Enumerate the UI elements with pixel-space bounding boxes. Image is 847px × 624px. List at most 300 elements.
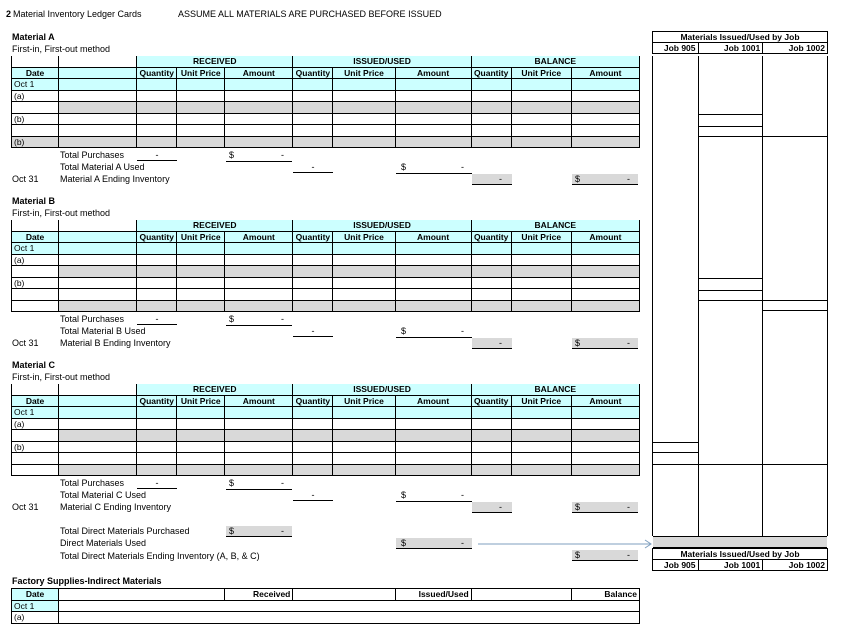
dash-value: -: [461, 326, 464, 336]
entry-cell[interactable]: [293, 407, 333, 419]
entry-cell[interactable]: [511, 430, 571, 442]
entry-cell[interactable]: [137, 113, 177, 125]
entry-cell[interactable]: [511, 441, 571, 453]
entry-cell[interactable]: [333, 430, 395, 442]
entry-cell[interactable]: [333, 90, 395, 102]
ending-amount[interactable]: [572, 338, 638, 349]
entry-cell[interactable]: [471, 289, 511, 301]
entry-cell[interactable]: [293, 418, 333, 430]
date-cell[interactable]: [12, 430, 59, 442]
total-used-amount[interactable]: [396, 490, 472, 502]
entry-cell[interactable]: [395, 300, 471, 312]
date-header: Date: [12, 395, 59, 407]
entry-cell[interactable]: [293, 266, 333, 278]
entry-cell[interactable]: [225, 277, 293, 289]
entry-cell[interactable]: [471, 277, 511, 289]
entry-cell[interactable]: [511, 407, 571, 419]
entry-cell[interactable]: [59, 254, 137, 266]
date-cell[interactable]: [12, 300, 59, 312]
entry-cell[interactable]: [471, 125, 511, 137]
entry-cell[interactable]: [395, 113, 471, 125]
entry-cell[interactable]: [571, 407, 639, 419]
entry-cell[interactable]: [511, 289, 571, 301]
date-cell[interactable]: [12, 289, 59, 301]
unit-price-header: Unit Price: [177, 395, 225, 407]
entry-cell[interactable]: [333, 277, 395, 289]
ending-qty[interactable]: [472, 502, 512, 513]
factory-supplies-table: [11, 588, 640, 624]
entry-cell[interactable]: [177, 125, 225, 137]
entry-cell[interactable]: [177, 79, 225, 91]
entry-cell[interactable]: [225, 430, 293, 442]
entry-cell[interactable]: [137, 266, 177, 278]
entry-cell[interactable]: [395, 266, 471, 278]
entry-cell[interactable]: [571, 79, 639, 91]
ending-date: Oct 31: [12, 338, 39, 348]
factory-supplies-title: Factory Supplies-Indirect Materials: [12, 576, 162, 586]
entry-cell[interactable]: [59, 300, 137, 312]
unit-price-header: Unit Price: [333, 395, 395, 407]
entry-cell[interactable]: [59, 277, 137, 289]
total-purchases-qty[interactable]: -: [137, 478, 177, 489]
entry-cell[interactable]: [59, 113, 137, 125]
quantity-header: Quantity: [293, 67, 333, 79]
job-905-footer: Job 905: [653, 560, 699, 571]
factory-balance-header: Balance: [571, 589, 639, 601]
date-cell[interactable]: (b): [12, 277, 59, 289]
entry-cell[interactable]: [137, 453, 177, 465]
entry-cell[interactable]: [293, 79, 333, 91]
entry-cell[interactable]: [571, 300, 639, 312]
entry-cell[interactable]: [225, 289, 293, 301]
entry-cell[interactable]: [225, 441, 293, 453]
entry-cell[interactable]: [137, 136, 177, 148]
factory-issued-header: Issued/Used: [395, 589, 471, 601]
entry-cell[interactable]: [571, 266, 639, 278]
entry-cell[interactable]: [225, 136, 293, 148]
date-cell[interactable]: Oct 1: [12, 79, 59, 91]
entry-cell[interactable]: [571, 254, 639, 266]
entry-cell[interactable]: [511, 464, 571, 476]
total-purchases-amount[interactable]: [226, 314, 292, 326]
total-purchases-amount[interactable]: [226, 150, 292, 162]
entry-cell[interactable]: [225, 418, 293, 430]
ending-date: Oct 31: [12, 502, 39, 512]
date-cell[interactable]: (a): [12, 90, 59, 102]
entry-cell[interactable]: [571, 430, 639, 442]
entry-cell[interactable]: [225, 407, 293, 419]
unit-price-header: Unit Price: [511, 67, 571, 79]
entry-cell[interactable]: [395, 407, 471, 419]
entry-cell[interactable]: [225, 243, 293, 255]
date-cell[interactable]: [12, 464, 59, 476]
dash-value: -: [627, 502, 630, 512]
amount-header: Amount: [571, 395, 639, 407]
entry-cell[interactable]: [511, 254, 571, 266]
entry-cell[interactable]: [177, 418, 225, 430]
entry-cell[interactable]: [137, 102, 177, 114]
entry-cell[interactable]: [293, 113, 333, 125]
entry-cell[interactable]: [471, 300, 511, 312]
ledger-row: [12, 136, 640, 148]
ending-amount[interactable]: [572, 502, 638, 513]
entry-cell[interactable]: [177, 113, 225, 125]
total-purchases-label: Total Purchases: [60, 314, 125, 324]
dash-value: -: [627, 174, 630, 184]
received-group-header: RECEIVED: [137, 56, 293, 67]
balance-group-header: BALANCE: [471, 384, 639, 395]
entry-cell[interactable]: [471, 418, 511, 430]
entry-cell[interactable]: [177, 289, 225, 301]
entry-cell[interactable]: [59, 418, 137, 430]
entry-cell[interactable]: [293, 441, 333, 453]
entry-cell[interactable]: [137, 254, 177, 266]
entry-cell[interactable]: [471, 254, 511, 266]
ledger-row: [12, 407, 640, 419]
entry-cell[interactable]: [177, 430, 225, 442]
amount-header: Amount: [225, 395, 293, 407]
entry-cell[interactable]: [511, 243, 571, 255]
entry-cell[interactable]: [225, 464, 293, 476]
quantity-header: Quantity: [293, 231, 333, 243]
entry-cell[interactable]: [471, 266, 511, 278]
entry-cell[interactable]: [333, 136, 395, 148]
entry-cell[interactable]: [571, 418, 639, 430]
date-cell[interactable]: (b): [12, 136, 59, 148]
amount-header: Amount: [571, 67, 639, 79]
total-purchased-cell[interactable]: [226, 526, 292, 537]
entry-cell[interactable]: [395, 243, 471, 255]
entry-cell[interactable]: [177, 243, 225, 255]
entry-cell[interactable]: [59, 453, 137, 465]
entry-cell[interactable]: [511, 300, 571, 312]
entry-cell[interactable]: [471, 407, 511, 419]
entry-cell[interactable]: [571, 277, 639, 289]
ledger-row: [12, 102, 640, 114]
entry-cell[interactable]: [395, 453, 471, 465]
job-1002-footer: Job 1002: [763, 560, 828, 571]
unit-price-header: Unit Price: [333, 67, 395, 79]
amount-header: Amount: [395, 67, 471, 79]
amount-header: Amount: [225, 231, 293, 243]
factory-date-a[interactable]: (a): [12, 612, 59, 624]
entry-cell[interactable]: [395, 102, 471, 114]
amount-header: Amount: [571, 231, 639, 243]
entry-cell[interactable]: [225, 90, 293, 102]
entry-cell[interactable]: [293, 464, 333, 476]
date-cell[interactable]: (a): [12, 254, 59, 266]
entry-cell[interactable]: [471, 464, 511, 476]
entry-cell[interactable]: [225, 113, 293, 125]
entry-cell[interactable]: [59, 407, 137, 419]
total-used-label: Total Material C Used: [60, 490, 147, 500]
total-used-amount[interactable]: [396, 326, 472, 338]
entry-cell[interactable]: [177, 102, 225, 114]
entry-cell[interactable]: [59, 136, 137, 148]
entry-cell[interactable]: [59, 266, 137, 278]
entry-cell[interactable]: [59, 289, 137, 301]
entry-cell[interactable]: [511, 102, 571, 114]
entry-cell[interactable]: [395, 441, 471, 453]
entry-cell[interactable]: [225, 266, 293, 278]
entry-cell[interactable]: [571, 90, 639, 102]
entry-cell[interactable]: [177, 266, 225, 278]
issued-group-header: ISSUED/USED: [293, 384, 471, 395]
entry-cell[interactable]: [137, 418, 177, 430]
quantity-header: Quantity: [471, 395, 511, 407]
entry-cell[interactable]: [471, 453, 511, 465]
dash-value: -: [461, 538, 464, 548]
entry-cell[interactable]: [571, 453, 639, 465]
dash-value: -: [627, 550, 630, 560]
total-used-label: Total Material B Used: [60, 326, 146, 336]
job-905-header: Job 905: [653, 43, 699, 54]
method-label: First-in, First-out method: [12, 44, 111, 54]
amount-header: Amount: [225, 67, 293, 79]
dash-value: -: [499, 174, 502, 184]
job-1001-footer: Job 1001: [698, 560, 763, 571]
dollar-sign: $: [575, 550, 581, 560]
entry-cell[interactable]: [471, 441, 511, 453]
ending-inventory-label: Material C Ending Inventory: [60, 502, 172, 512]
entry-cell[interactable]: [59, 79, 137, 91]
entry-cell[interactable]: [137, 90, 177, 102]
ledger-row: [12, 453, 640, 465]
entry-cell[interactable]: [471, 430, 511, 442]
entry-cell[interactable]: [293, 102, 333, 114]
entry-cell[interactable]: [471, 102, 511, 114]
total-used-qty[interactable]: -: [293, 490, 333, 501]
entry-cell[interactable]: [293, 90, 333, 102]
entry-cell[interactable]: [177, 407, 225, 419]
factory-received-header: Received: [225, 589, 293, 601]
entry-cell[interactable]: [333, 453, 395, 465]
jobs-table-title-bottom: Materials Issued/Used by Job: [653, 549, 828, 560]
entry-cell[interactable]: [333, 441, 395, 453]
entry-cell[interactable]: [225, 125, 293, 137]
entry-cell[interactable]: [571, 289, 639, 301]
dollar-sign: $: [229, 314, 235, 324]
entry-cell[interactable]: [293, 289, 333, 301]
entry-cell[interactable]: [511, 90, 571, 102]
entry-cell[interactable]: [395, 464, 471, 476]
total-purchases-qty[interactable]: -: [137, 150, 177, 161]
entry-cell[interactable]: [333, 289, 395, 301]
direct-materials-used-cell[interactable]: [396, 538, 472, 549]
entry-cell[interactable]: [137, 300, 177, 312]
material-title: Material B: [12, 196, 56, 206]
ending-amount[interactable]: [572, 174, 638, 185]
assumption-note: ASSUME ALL MATERIALS ARE PURCHASED BEFORE ISSUED: [178, 9, 442, 19]
date-cell[interactable]: [12, 453, 59, 465]
entry-cell[interactable]: [333, 243, 395, 255]
entry-cell[interactable]: [395, 136, 471, 148]
entry-cell[interactable]: [471, 243, 511, 255]
entry-cell[interactable]: [571, 441, 639, 453]
received-group-header: RECEIVED: [137, 384, 293, 395]
entry-cell[interactable]: [333, 113, 395, 125]
entry-cell[interactable]: [225, 300, 293, 312]
total-purchases-qty[interactable]: -: [137, 314, 177, 325]
ledger-row: [12, 266, 640, 278]
entry-cell[interactable]: [571, 113, 639, 125]
entry-cell[interactable]: [511, 113, 571, 125]
ledger-row: [12, 441, 640, 453]
entry-cell[interactable]: [293, 453, 333, 465]
entry-cell[interactable]: [395, 289, 471, 301]
dash-value: -: [499, 338, 502, 348]
entry-cell[interactable]: [177, 453, 225, 465]
entry-cell[interactable]: [571, 243, 639, 255]
entry-cell[interactable]: [511, 277, 571, 289]
entry-cell[interactable]: [59, 430, 137, 442]
entry-cell[interactable]: [177, 136, 225, 148]
ending-qty[interactable]: [472, 338, 512, 349]
date-cell[interactable]: [12, 266, 59, 278]
unit-price-header: Unit Price: [333, 231, 395, 243]
entry-cell[interactable]: [225, 254, 293, 266]
factory-date-oct1[interactable]: Oct 1: [12, 600, 59, 612]
total-used-qty[interactable]: -: [293, 162, 333, 173]
date-cell[interactable]: Oct 1: [12, 407, 59, 419]
dollar-sign: $: [229, 478, 235, 488]
date-cell[interactable]: [12, 102, 59, 114]
ending-qty[interactable]: [472, 174, 512, 185]
ledger-row: [12, 464, 640, 476]
entry-cell[interactable]: [333, 254, 395, 266]
entry-cell[interactable]: [571, 136, 639, 148]
date-cell[interactable]: (b): [12, 441, 59, 453]
entry-cell[interactable]: [137, 441, 177, 453]
entry-cell[interactable]: [225, 79, 293, 91]
entry-cell[interactable]: [225, 102, 293, 114]
entry-cell[interactable]: [59, 464, 137, 476]
date-cell[interactable]: (b): [12, 113, 59, 125]
page-title: Material Inventory Ledger Cards: [13, 9, 142, 19]
entry-cell[interactable]: [471, 136, 511, 148]
quantity-header: Quantity: [471, 67, 511, 79]
date-header: Date: [12, 231, 59, 243]
entry-cell[interactable]: [395, 418, 471, 430]
ending-inventory-label: Material B Ending Inventory: [60, 338, 171, 348]
quantity-header: Quantity: [137, 67, 177, 79]
entry-cell[interactable]: [511, 125, 571, 137]
dollar-sign: $: [229, 526, 235, 536]
entry-cell[interactable]: [471, 79, 511, 91]
dollar-sign: $: [401, 162, 407, 172]
entry-cell[interactable]: [333, 79, 395, 91]
entry-cell[interactable]: [395, 90, 471, 102]
entry-cell[interactable]: [293, 430, 333, 442]
entry-cell[interactable]: [395, 79, 471, 91]
entry-cell[interactable]: [511, 453, 571, 465]
entry-cell[interactable]: [137, 289, 177, 301]
entry-cell[interactable]: [395, 125, 471, 137]
entry-cell[interactable]: [471, 90, 511, 102]
dash-value: -: [461, 490, 464, 500]
entry-cell[interactable]: [293, 243, 333, 255]
entry-cell[interactable]: [177, 441, 225, 453]
entry-cell[interactable]: [137, 125, 177, 137]
entry-cell[interactable]: [571, 125, 639, 137]
entry-cell[interactable]: [59, 102, 137, 114]
entry-cell[interactable]: [137, 79, 177, 91]
entry-cell[interactable]: [177, 277, 225, 289]
entry-cell[interactable]: [333, 300, 395, 312]
entry-cell[interactable]: [177, 464, 225, 476]
total-purchases-amount[interactable]: [226, 478, 292, 490]
entry-cell[interactable]: [333, 102, 395, 114]
balance-group-header: BALANCE: [471, 56, 639, 67]
entry-cell[interactable]: [137, 407, 177, 419]
entry-cell[interactable]: [511, 418, 571, 430]
dash-value: -: [281, 314, 284, 324]
date-cell[interactable]: [12, 125, 59, 137]
entry-cell[interactable]: [177, 254, 225, 266]
entry-cell[interactable]: [59, 243, 137, 255]
ledger-row: [12, 430, 640, 442]
entry-cell[interactable]: [395, 430, 471, 442]
entry-cell[interactable]: [333, 464, 395, 476]
entry-cell[interactable]: [137, 277, 177, 289]
entry-cell[interactable]: [137, 430, 177, 442]
entry-cell[interactable]: [59, 441, 137, 453]
jobs-table-title: Materials Issued/Used by Job: [653, 32, 828, 43]
entry-cell[interactable]: [511, 79, 571, 91]
entry-cell[interactable]: [511, 266, 571, 278]
ending-inventory-total-cell[interactable]: [572, 550, 638, 561]
entry-cell[interactable]: [333, 266, 395, 278]
jobs-column-area[interactable]: [652, 56, 828, 536]
entry-cell[interactable]: [511, 136, 571, 148]
job-1001-header: Job 1001: [698, 43, 763, 54]
entry-cell[interactable]: [59, 90, 137, 102]
entry-cell[interactable]: [177, 300, 225, 312]
entry-cell[interactable]: [225, 453, 293, 465]
total-used-amount[interactable]: [396, 162, 472, 174]
entry-cell[interactable]: [333, 418, 395, 430]
date-cell[interactable]: Oct 1: [12, 243, 59, 255]
entry-cell[interactable]: [177, 90, 225, 102]
entry-cell[interactable]: [395, 277, 471, 289]
date-cell[interactable]: (a): [12, 418, 59, 430]
dash-value: -: [281, 478, 284, 488]
dollar-sign: $: [575, 174, 581, 184]
entry-cell[interactable]: [293, 125, 333, 137]
entry-cell[interactable]: [137, 464, 177, 476]
entry-cell[interactable]: [293, 277, 333, 289]
entry-cell[interactable]: [293, 300, 333, 312]
total-used-qty[interactable]: -: [293, 326, 333, 337]
dollar-sign: $: [575, 502, 581, 512]
method-label: First-in, First-out method: [12, 208, 111, 218]
entry-cell[interactable]: [59, 125, 137, 137]
entry-cell[interactable]: [333, 125, 395, 137]
entry-cell[interactable]: [137, 243, 177, 255]
entry-cell[interactable]: [395, 254, 471, 266]
entry-cell[interactable]: [571, 464, 639, 476]
entry-cell[interactable]: [571, 102, 639, 114]
total-purchases-label: Total Purchases: [60, 150, 125, 160]
quantity-header: Quantity: [137, 231, 177, 243]
ending-inventory-total-label: Total Direct Materials Ending Inventory (A, B, & C): [60, 551, 260, 561]
entry-cell[interactable]: [333, 407, 395, 419]
ledger-row: [12, 113, 640, 125]
quantity-header: Quantity: [471, 231, 511, 243]
entry-cell[interactable]: [293, 254, 333, 266]
entry-cell[interactable]: [293, 136, 333, 148]
entry-cell[interactable]: [471, 113, 511, 125]
